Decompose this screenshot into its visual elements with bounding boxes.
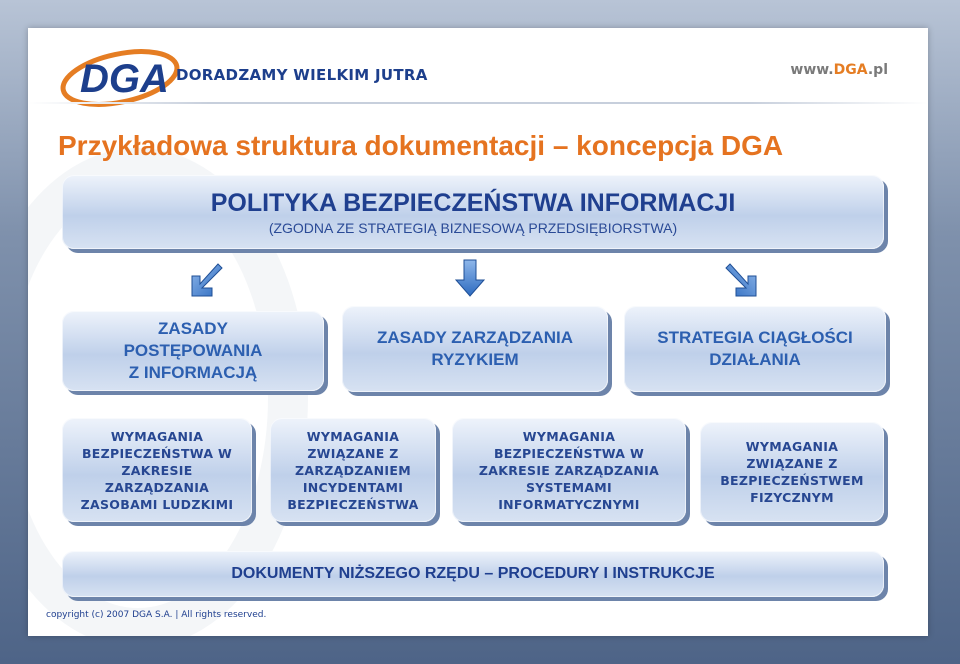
box-label: ZASADY POSTĘPOWANIA Z INFORMACJĄ — [123, 319, 263, 382]
human-resources-box — [62, 418, 252, 522]
risk-management-box — [342, 306, 608, 392]
physical-security-box — [700, 422, 884, 522]
incident-management-box — [270, 418, 436, 522]
box-label: ZASADY ZARZĄDZANIA RYZYKIEM — [376, 328, 574, 369]
policy-subtitle: (ZGODNA ZE STRATEGIĄ BIZNESOWĄ PRZEDSIĘBIORSTWA) — [268, 219, 678, 236]
box-label: WYMAGANIA BEZPIECZEŃSTWA W ZAKRESIE ZARZĄDZANIA SYSTEMAMI INFORMATYCZNYMI — [478, 428, 660, 512]
copyright-text: copyright (c) 2007 DGA S.A. | All rights reserved. — [46, 610, 267, 620]
slide — [28, 28, 928, 636]
arrow-down-right-icon — [724, 260, 760, 300]
box-label: WYMAGANIA ZWIĄZANE Z ZARZĄDZANIEM INCYDENTAMI BEZPIECZEŃSTWA — [287, 428, 419, 512]
policy-title: POLITYKA BEZPIECZEŃSTWA INFORMACJI — [210, 188, 736, 217]
logo-text: DGA — [80, 57, 169, 101]
website-suffix: .pl — [867, 62, 888, 78]
website-link[interactable] — [790, 62, 888, 78]
website-prefix: www. — [790, 62, 834, 78]
tagline: DORADZAMY WIELKIM JUTRA — [176, 66, 428, 84]
it-systems-box — [452, 418, 686, 522]
procedures-label: DOKUMENTY NIŻSZEGO RZĘDU – PROCEDURY I INSTRUKCJE — [231, 565, 715, 582]
box-label: STRATEGIA CIĄGŁOŚCI DZIAŁANIA — [657, 328, 853, 369]
box-label: WYMAGANIA ZWIĄZANE Z BEZPIECZEŃSTWEM FIZYCZNYM — [720, 439, 864, 505]
policy-box — [62, 175, 884, 249]
box-label: WYMAGANIA BEZPIECZEŃSTWA W ZAKRESIE ZARZĄDZANIA ZASOBAMI LUDZKIMI — [80, 428, 234, 512]
page-title: Przykładowa struktura dokumentacji – koncepcja DGA — [58, 130, 784, 161]
procedures-box — [62, 551, 884, 597]
arrow-down-left-icon — [188, 260, 224, 300]
website-brand: DGA — [833, 62, 868, 78]
rules-information-box — [62, 311, 324, 391]
business-continuity-box — [624, 306, 886, 392]
arrow-down-icon — [452, 258, 488, 298]
header-divider — [28, 102, 928, 104]
